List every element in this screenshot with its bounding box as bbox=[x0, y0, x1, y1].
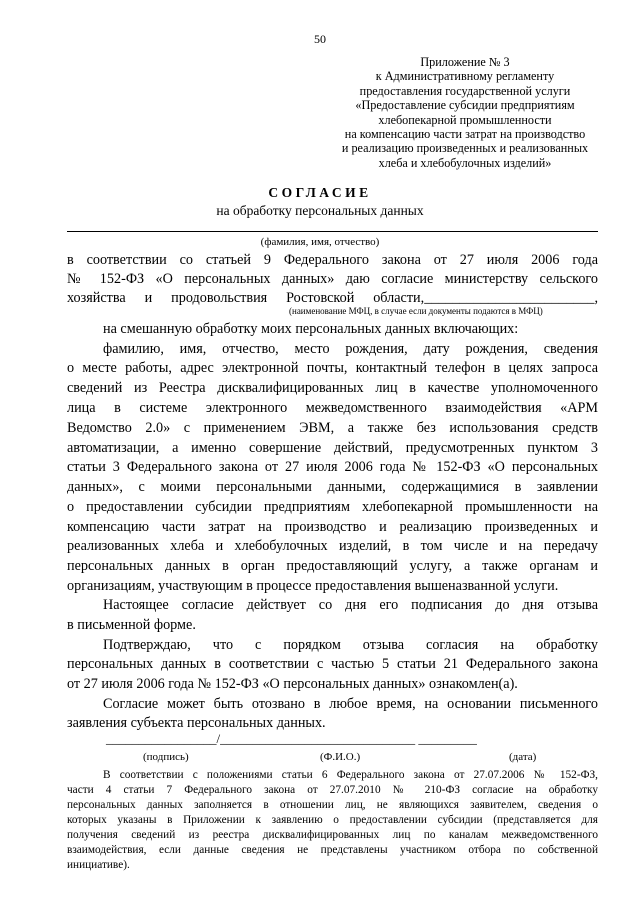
para4-line: от 27 июля 2006 года № 152-ФЗ «О персональных данных» ознакомлен(а). bbox=[67, 676, 518, 692]
fio-label: (фамилия, имя, отчество) bbox=[260, 236, 380, 248]
para3-line: в письменной форме. bbox=[67, 617, 196, 633]
appendix-line: «Предоставление субсидии предприятиям bbox=[355, 98, 575, 113]
para4-line: Подтверждаю, что с порядком отзыва согласия на обработку bbox=[103, 637, 598, 653]
para5-line: Согласие может быть отозвано в любое время, на основании письменного bbox=[103, 696, 598, 712]
para3-line: Настоящее согласие действует со дня его подписания до дня отзыва bbox=[103, 597, 598, 613]
footnote-line: получения сведений из реестра дисквалифицированных лиц по каналам межведомственного bbox=[67, 829, 598, 841]
footnote-line: инициативе). bbox=[67, 859, 130, 871]
appendix-header bbox=[300, 55, 630, 170]
para2-line: организациям, участвующим в процессе предоставления вышеназванной услуги. bbox=[67, 578, 559, 594]
para2-line: фамилию, имя, отчество, место рождения, дату рождения, сведения bbox=[103, 341, 598, 357]
document-title: СОГЛАСИЕ bbox=[268, 185, 372, 200]
body-line: в соответствии со статьей 9 Федерального закона от 27 июля 2006 года bbox=[67, 252, 598, 268]
para2-line: сведений из Реестра дисквалифицированных лиц в качестве уполномоченного bbox=[67, 380, 598, 396]
fio-blank-line bbox=[67, 231, 598, 232]
footnote-line: персональных данных заполняется в отношении лиц, не являющихся заявителем, сведения о bbox=[67, 799, 598, 811]
appendix-line: Приложение № 3 bbox=[420, 55, 510, 69]
signature-label: (подпись) bbox=[143, 751, 189, 763]
para2-line: Ведомство 2.0» с применением ЭВМ, а также без использования средств bbox=[67, 420, 598, 436]
footnote-line: части 4 статьи 7 Федерального закона от 27.07.2010 № 210-ФЗ согласие на обработку bbox=[67, 784, 598, 796]
para4-line: персональных данных в соответствии с частью 5 статьи 21 Федерального закона bbox=[67, 656, 598, 672]
signature-line: _________________/______________________________ _________ bbox=[106, 731, 477, 746]
appendix-line: хлебопекарной промышленности bbox=[378, 112, 552, 127]
para2-line: реализованных хлеба и хлебобулочных изделий, в том числе и на передачу bbox=[67, 538, 598, 554]
para2-line: лица в системе электронного межведомственного взаимодействия «АРМ bbox=[67, 400, 598, 416]
para2-line: о месте работы, адрес электронной почты, контактный телефон в целях запроса bbox=[67, 360, 598, 376]
mfc-note: (наименование МФЦ, в случае если документы подаются в МФЦ) bbox=[289, 306, 543, 316]
appendix-line: к Административному регламенту bbox=[375, 69, 555, 84]
body-line: № 152-ФЗ «О персональных данных» даю согласие министерству сельского bbox=[67, 271, 598, 287]
para2-line: автоматизации, а именно совершение действий, предусмотренных пунктом 3 bbox=[67, 440, 598, 456]
footnote-line: взаимодействия, если данные сведения не представлены участником отбора по собственной bbox=[67, 844, 598, 856]
appendix-line: предоставления государственной услуги bbox=[359, 83, 571, 98]
footnote-line: В соответствии с положениями статьи 6 Федерального закона от 27.07.2006 № 152-ФЗ, bbox=[103, 769, 598, 781]
para2-line: персональных данных в орган предоставляющий услугу, а также органам и bbox=[67, 558, 598, 574]
date-label: (дата) bbox=[509, 751, 537, 763]
para2-line: данных», с моими персональными данными, содержащимися в заявлении bbox=[67, 479, 598, 495]
appendix-line: хлеба и хлебобулочных изделий» bbox=[378, 155, 552, 170]
page-number: 50 bbox=[314, 32, 326, 46]
footnote-line: которых указаны в Приложении к заявлению о предоставлении субсидии (представляется для bbox=[67, 814, 598, 826]
fio-signature-label: (Ф.И.О.) bbox=[320, 751, 361, 763]
appendix-line: на компенсацию части затрат на производство bbox=[344, 127, 586, 142]
appendix-line: и реализацию произведенных и реализованных bbox=[341, 141, 589, 156]
para5-line: заявления субъекта персональных данных. bbox=[67, 715, 326, 731]
para2-line: статьи 3 Федерального закона от 27 июля 2006 года № 152-ФЗ «О персональных bbox=[67, 459, 598, 475]
para2-line: о предоставлении субсидии предприятиям хлебопекарной промышленности на bbox=[67, 499, 598, 515]
body-line: хозяйства и продовольствия Ростовской области,________________________, bbox=[67, 290, 598, 306]
document-subtitle: на обработку персональных данных bbox=[216, 203, 424, 218]
para2-line: компенсацию части затрат на производство и реализацию произведенных и bbox=[67, 519, 598, 535]
para1-lead: на смешанную обработку моих персональных данных включающих: bbox=[103, 321, 519, 337]
